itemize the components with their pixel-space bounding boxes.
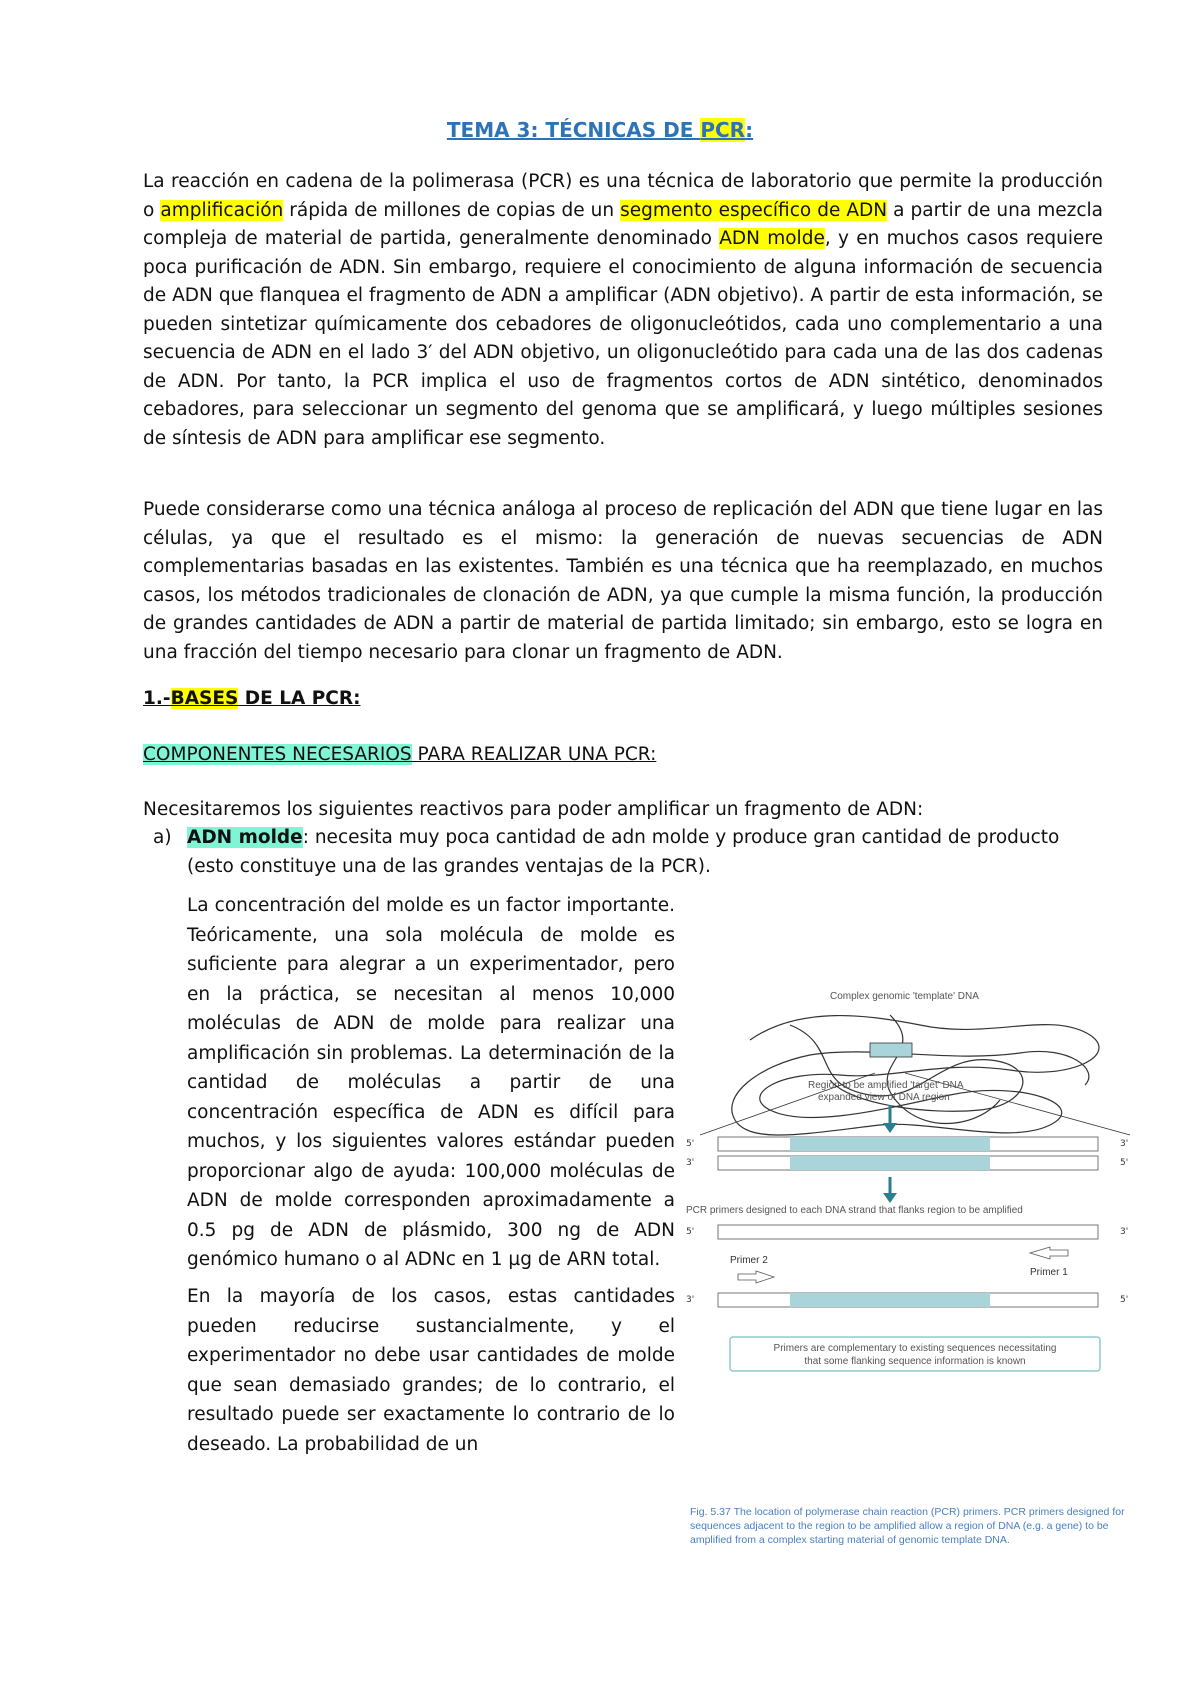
figure-caption: Fig. 5.37 The location of polymerase chain reaction (PCR) primers. PCR primers designed for sequences adjacent to the region to be amplified allow a region of DNA (e.g. a gene) to be amplified from a complex starting material of genomic template DNA. (690, 1506, 1125, 1546)
primer-1-arrow (1030, 1247, 1068, 1278)
svg-text:5': 5' (1120, 1295, 1129, 1305)
svg-text:3': 3' (1120, 1227, 1129, 1237)
paragraph-intro: La reacción en cadena de la polimerasa (PCR) es una técnica de laboratorio que permite la producción o amplificación rápida de millones de copias de un segmento específico de ADN a partir de una mezcla compleja de material de partida, generalmente denominado ADN molde, y en muchos casos requiere poca purificación de ADN. Sin embargo, requiere el conocimiento de alguna información de secuencia de ADN que flanquea el fragmento de ADN a amplificar (ADN objetivo). A partir de esta información, se pueden sintetizar químicamente dos cebadores de oligonucleótidos, cada uno complementario a una secuencia de ADN en el lado 3′ del ADN objetivo, un oligonucleótido para cada una de las dos cadenas de ADN. Por tanto, la PCR implica el uso de fragmentos cortos de ADN sintético, denominados cebadores, para seleccionar un segmento del genoma que se amplificará, y luego múltiples sesiones de síntesis de ADN para amplificar ese segmento. (143, 171, 1103, 449)
figure-label-primers: PCR primers designed to each DNA strand that flanks region to be amplified (686, 1205, 1023, 1216)
column-paragraph-1: La concentración del molde es un factor importante. Teóricamente, una sola molécula de molde es suficiente para alegrar a un experimentador, pero en la práctica, se necesitan al menos 10,000 moléculas de ADN de molde para realizar una amplificación sin problemas. La determinación de la cantidad de moléculas a partir de una concentración específica de ADN es difícil para muchos, y los siguientes valores estándar pueden proporcionar algo de ayuda: 100,000 moléculas de ADN de molde corresponden aproximadamente a 0.5 pg de ADN de plásmido, 300 ng de ADN genómico humano o al ADNc en 1 µg de ARN total. (187, 895, 675, 1270)
target-region-marker (870, 1043, 912, 1057)
figure-label-expanded: expanded view of DNA region (818, 1092, 950, 1103)
subheading-componentes: COMPONENTES NECESARIOS PARA REALIZAR UNA PCR: (143, 744, 657, 765)
dna-double-strand (686, 1137, 1128, 1170)
svg-text:5': 5' (686, 1139, 695, 1149)
svg-text:Primers are complementary to e: Primers are complementary to existing sequences necessitating (773, 1343, 1057, 1354)
dna-bottom-strand (686, 1293, 1128, 1307)
list-item-a: a) ADN molde: necesita muy poca cantidad de adn molde y produce gran cantidad de producto (esto constituye una de las grandes ventajas de la PCR). (143, 824, 1103, 884)
svg-text:that some flanking sequence in: that some flanking sequence information is known (804, 1356, 1026, 1367)
svg-text:Primer 1: Primer 1 (1030, 1267, 1068, 1278)
down-arrow-icon-2 (883, 1177, 897, 1203)
highlight-amplificacion: amplificación (160, 199, 284, 221)
svg-text:3': 3' (686, 1295, 695, 1305)
paragraph-analogy: Puede considerarse como una técnica análoga al proceso de replicación del ADN que tiene lugar en las células, ya que el resultado es el mismo: la generación de nuevas secuencias de ADN complementarias basadas en las existentes. También es una técnica que ha reemplazado, en muchos casos, los métodos tradicionales de clonación de ADN, ya que cumple la misma función, la producción de grandes cantidades de ADN a partir de material de partida limitado; sin embargo, esto se logra en una fracción del tiempo necesario para clonar un fragmento de ADN. (143, 499, 1103, 663)
highlight-adn-molde-item: ADN molde (187, 827, 303, 848)
column-paragraph-2: En la mayoría de los casos, estas cantidades pueden reducirse sustancialmente, y el experimentador no debe usar cantidades de molde que sean demasiado grandes; de lo contrario, el resultado puede ser exactamente lo contrario de lo deseado. La probabilidad de un (187, 1286, 675, 1455)
page-title: TEMA 3: TÉCNICAS DE PCR: (446, 118, 754, 142)
title-highlight: PCR (700, 118, 746, 142)
intro-line: Necesitaremos los siguientes reactivos para poder amplificar un fragmento de ADN: (143, 799, 924, 820)
list-marker: a) (153, 827, 172, 848)
highlight-segmento: segmento específico de ADN (620, 199, 888, 221)
svg-text:5': 5' (1120, 1158, 1129, 1168)
highlight-adn-molde: ADN molde (719, 228, 825, 249)
svg-text:3': 3' (1120, 1139, 1129, 1149)
pcr-primers-figure (686, 985, 1140, 1405)
section-heading-bases: 1.-BASES DE LA PCR: (143, 688, 361, 709)
svg-text:3': 3' (686, 1158, 695, 1168)
figure-label-region: Region to be amplified 'target' DNA (808, 1080, 964, 1091)
svg-text:5': 5' (686, 1227, 695, 1237)
dna-top-strand (686, 1225, 1128, 1239)
primer-2-arrow (730, 1255, 774, 1283)
tangled-dna-icon (732, 1015, 1099, 1135)
svg-text:Primer 2: Primer 2 (730, 1255, 768, 1266)
figure-label-template: Complex genomic 'template' DNA (830, 991, 979, 1002)
